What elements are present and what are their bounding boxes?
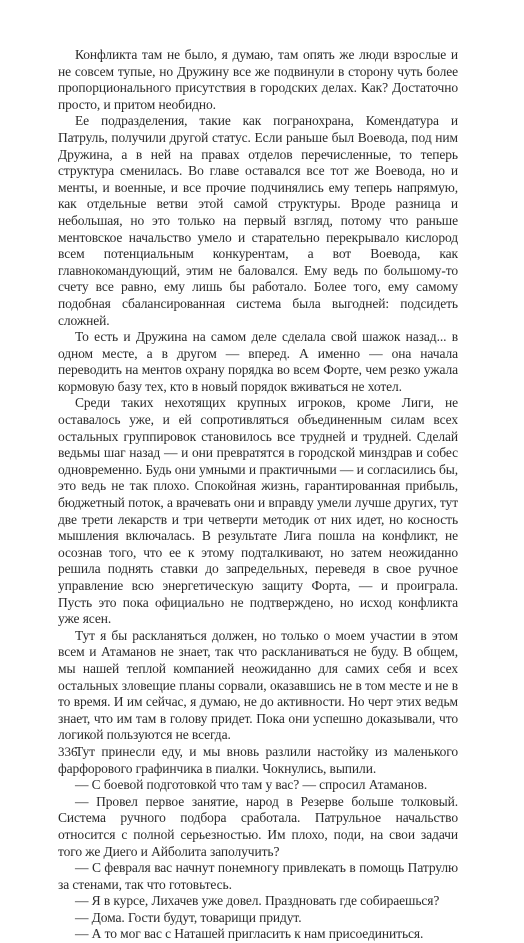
book-page-text (58, 47, 458, 943)
paragraph: Среди таких нехотящих крупных игроков, кроме Лиги, не оставалось уже, и ей сопротивляться объединенным силам всех остальных группировок становилось все трудней и трудней. Сделай ведьмы шаг назад — и они превратятся в городской минздрав и собес одновременно. Будь они умными и практичными — и согласились бы, это ведь не так плохо. Спокойная жизнь, гарантированная прибыль, бюджетный поток, а врачевать они и вправду умели лучше других, тут две трети лекарств и три четверти методик от них идет, но косность мышления включалась. В результате Лига пошла на конфликт, не осознав того, что ее к этому подталкивают, но затем неожиданно решила поднять ставки до запредельных, переведя в свое ручное управление всю энергетическую защиту Форта, — и проиграла. Пусть это пока официально не подтверждено, но исход конфликта уже ясен. (58, 395, 458, 627)
paragraph: Конфликта там не было, я думаю, там опять же люди взрослые и не совсем тупые, но Дружину все же подвинули в сторону чуть более пропорционального присутствия в городских делах. Как? Достаточно просто, и притом необидно. (58, 47, 458, 112)
paragraph: Тут я бы раскланяться должен, но только о моем участии в этом всем и Атаманов не знает, так что раскланиваться не буду. В общем, мы нашей теплой компанией неожиданно для самих себя и всех остальных зловещие планы сорвали, оказавшись не в том месте и не в то время. И им сейчас, я думаю, не до активности. Но черт этих ведьм знает, что им там в голову придет. Пока они успешно доказывали, что логикой пользуются не всегда. (58, 627, 458, 743)
paragraph: — С февраля вас начнут понемногу привлекать в помощь Патрулю за стенами, так что готовьтесь. (58, 860, 458, 892)
paragraph: — Я в курсе, Лихачев уже довел. Праздновать где собираешься? (75, 893, 440, 909)
paragraph: То есть и Дружина на самом деле сделала свой шажок назад... в одном месте, а в другом — вперед. А именно — она начала переводить на ментов охрану порядка во всем Форте, чем резко ужала кормовую базу тех, кто в новый порядок вживаться не хотел. (58, 329, 458, 394)
page-number: 336 (58, 744, 78, 759)
paragraph: — А то мог вас с Наташей пригласить к нам присоединиться. (75, 926, 424, 942)
paragraph: — Дома. Гости будут, товарищи придут. (75, 909, 302, 925)
paragraph: Ее подразделения, такие как погранохрана, Комендатура и Патруль, получили другой статус. Если раньше был Воевода, под ним Дружина, а в ней на правах отделов перечисленные, то теперь структура сменилась. Во главе оставался все тот же Воевода, но и менты, и военные, и все прочие подчинялись ему теперь напрямую, как отдельные ветви этой самой структуры. Вроде разница и небольшая, но это только на первый взгляд, потому что раньше ментовское начальство умело и старательно перекрывало кислород всем потенциальным конкурентам, а вот Воевода, как главнокомандующий, этим не баловался. Ему ведь по большому-то счету все равно, ему лишь бы работало. Более того, ему самому подобная сбалансированная система была выгодней: подсидеть сложней. (58, 113, 458, 328)
paragraph: — С боевой подготовкой что там у вас? — спросил Атаманов. (75, 777, 428, 793)
paragraph: Тут принесли еду, и мы вновь разлили настойку из маленького фарфорового графинчика в пиалки. Чокнулись, выпили. (58, 743, 458, 776)
paragraph: — Провел первое занятие, народ в Резерве больше толковый. Система ручного подбора сработала. Патрульное начальство относится с полной серьезностью. Им плохо, поди, на свои задачи того же Диего и Айболита заполучить? (58, 793, 458, 859)
